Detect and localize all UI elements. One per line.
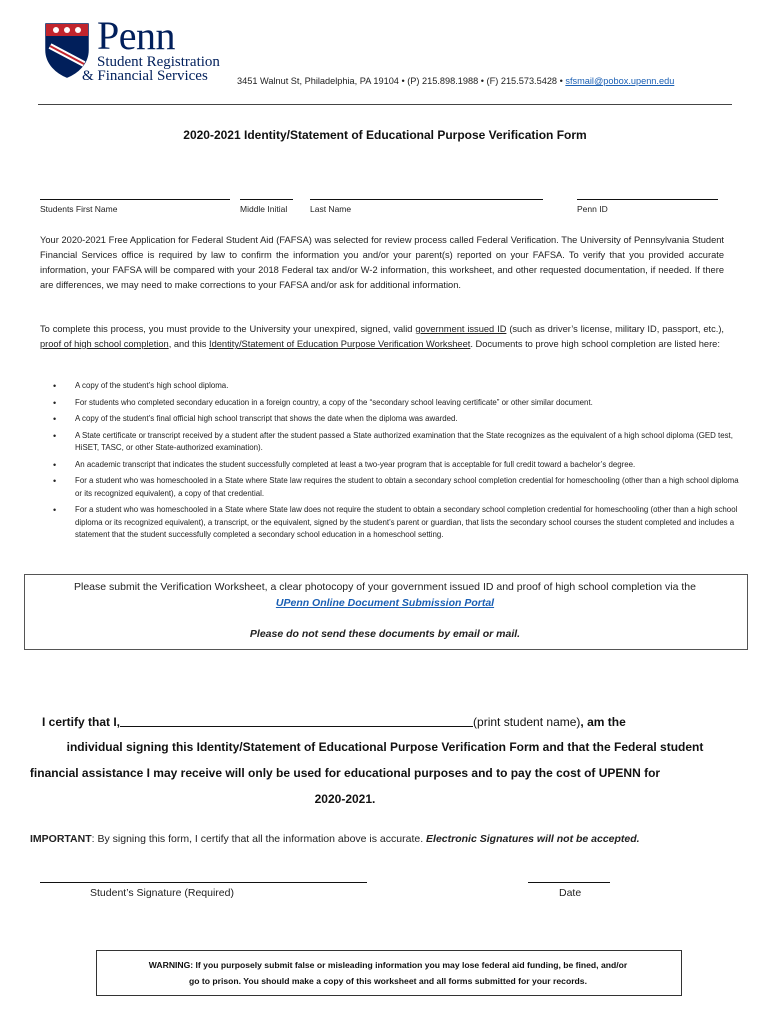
intro-paragraph: Your 2020-2021 Free Application for Federal Student Aid (FAFSA) was selected for review process called Federal Verification. The University of Pennsylvania Student Financial Services office is required by law to confirm the information you and/or your parent(s) reported on your FAFSA. To verify that you provided accurate information, your FAFSA will be compared with your 2018 Federal tax and/or W-2 information, this worksheet, and other requested documentation, if needed. If there are differences, we may need to make corrections to your FAFSA and/or ask for additional information. bbox=[40, 235, 724, 290]
process-text-4: . Documents to prove high school completion are listed here: bbox=[470, 339, 720, 349]
important-statement bbox=[30, 833, 640, 845]
list-item: • For a student who was homeschooled in a State where State law requires the student to obtain a secondary school completion credential for homeschooling (other than a high school diploma or its recognized equivalent), a copy of that credential. bbox=[40, 475, 740, 500]
certify-prefix: I certify that I, bbox=[42, 715, 121, 729]
date-label: Date bbox=[559, 887, 582, 899]
logo-subtitle-line2: & Financial Services bbox=[82, 68, 208, 84]
certify-line-4: 2020-2021. bbox=[314, 792, 376, 806]
penn-id-field[interactable] bbox=[577, 199, 718, 200]
penn-id-label: Penn ID bbox=[577, 204, 608, 214]
list-item: • A State certificate or transcript received by a student after the student passed a State authorized examination that the State recognizes as the equivalent of a high school diploma (GED test, HiSET, TASC, or other State-authorized examination). bbox=[40, 430, 740, 455]
last-name-field[interactable] bbox=[310, 199, 543, 200]
hs-completion-documents-list bbox=[40, 380, 740, 542]
contact-email-link[interactable]: sfsmail@pobox.upenn.edu bbox=[565, 76, 675, 86]
last-name-label: Last Name bbox=[310, 204, 352, 214]
list-item: • An academic transcript that indicates the student successfully completed at least a two-year program that is acceptable for full credit toward a bachelor’s degree. bbox=[40, 459, 740, 472]
list-item: • A copy of the student’s high school diploma. bbox=[40, 380, 740, 393]
form-title: 2020-2021 Identity/Statement of Educational Purpose Verification Form bbox=[183, 128, 587, 142]
header-contact-info bbox=[237, 76, 674, 86]
logo-subtitle-line1: Student Registration bbox=[97, 54, 220, 70]
document-portal-link[interactable]: UPenn Online Document Submission Portal bbox=[275, 597, 495, 609]
process-paragraph bbox=[40, 322, 724, 352]
list-item: • A copy of the student’s final official high school transcript that shows the date when the diploma was awarded. bbox=[40, 413, 740, 426]
certify-suffix: , am the bbox=[580, 715, 626, 729]
middle-initial-field[interactable] bbox=[240, 199, 293, 200]
signature-field[interactable] bbox=[40, 882, 367, 883]
hs-completion-requirement: proof of high school completion bbox=[40, 339, 169, 349]
header-divider bbox=[38, 104, 732, 105]
warning-text bbox=[96, 957, 680, 989]
logo-wordmark: Penn bbox=[97, 13, 175, 58]
contact-address: 3451 Walnut St, Philadelphia, PA 19104 • (P) 215.898.1988 • (F) 215.573.5428 • bbox=[237, 76, 566, 86]
list-item: • For a student who was homeschooled in a State where State law does not require the student to obtain a secondary school completion credential for homeschooling (other than a high school diploma or its recognized equivalent), a transcript, or the equivalent, signed by the student’s parent or guardian, that lists the secondary school courses the student completed and includes a statement that the student successfully completed a secondary school education in a homeschool setting. bbox=[40, 504, 740, 542]
process-text-1: To complete this process, you must provide to the University your unexpired, signed, valid bbox=[40, 324, 416, 334]
certify-line-3: financial assistance I may receive will only be used for educational purposes and to pay the cost of UPENN for bbox=[29, 766, 661, 780]
worksheet-requirement: Identity/Statement of Education Purpose Verification Worksheet bbox=[209, 339, 471, 349]
no-esignature-notice: Electronic Signatures will not be accepted. bbox=[426, 833, 640, 845]
first-name-label: Students First Name bbox=[40, 204, 118, 214]
important-text: : By signing this form, I certify that all the information above is accurate. bbox=[91, 833, 427, 845]
process-text-2: (such as driver’s license, military ID, passport, etc.), bbox=[506, 324, 724, 334]
submission-instructions: Please submit the Verification Worksheet, a clear photocopy of your government issued ID and proof of high school completion via the bbox=[74, 581, 696, 593]
certify-line-1 bbox=[42, 714, 626, 729]
middle-initial-label: Middle Initial bbox=[240, 204, 288, 214]
important-label: IMPORTANT bbox=[30, 833, 92, 845]
print-name-field[interactable] bbox=[120, 714, 473, 727]
no-email-notice: Please do not send these documents by email or mail. bbox=[249, 628, 521, 640]
warning-line-1: WARNING: If you purposely submit false or misleading information you may lose federal aid funding, be fined, and/or bbox=[148, 960, 628, 970]
date-field[interactable] bbox=[528, 882, 610, 883]
first-name-field[interactable] bbox=[40, 199, 230, 200]
warning-line-2: go to prison. You should make a copy of this worksheet and all forms submitted for your records. bbox=[189, 976, 587, 986]
signature-label: Student’s Signature (Required) bbox=[90, 887, 234, 899]
list-item: • For students who completed secondary education in a foreign country, a copy of the “secondary school leaving certificate” or other similar document. bbox=[40, 397, 740, 410]
gov-id-requirement: government issued ID bbox=[415, 324, 507, 334]
process-text-3: , and this bbox=[168, 339, 209, 349]
print-name-hint: (print student name) bbox=[473, 715, 581, 729]
certify-line-2: individual signing this Identity/Statement of Educational Purpose Verification Form and that the Federal student bbox=[66, 740, 704, 754]
